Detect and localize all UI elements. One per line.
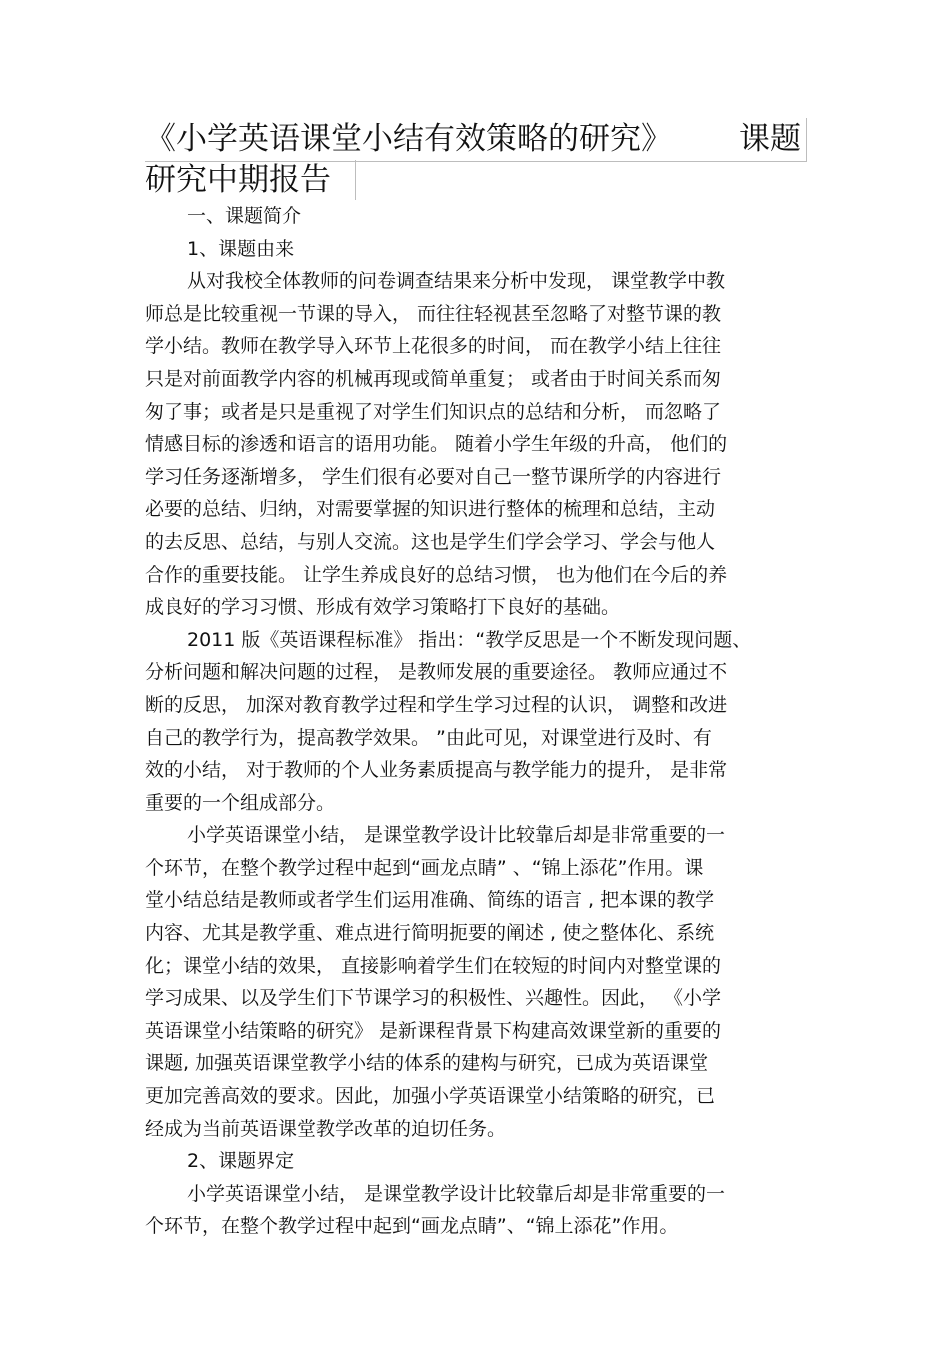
paragraph-line: 学习成果、以及学生们下节课学习的积极性、兴趣性。因此， 《小学: [145, 987, 722, 1010]
paragraph-line: 情感目标的渗透和语言的语用功能。 随着小学生年级的升高， 他们的: [145, 433, 728, 456]
paragraph-line: 小学英语课堂小结， 是课堂教学设计比较靠后却是非常重要的一: [187, 1182, 726, 1205]
paragraph-4: [145, 1178, 805, 1243]
title-line-1: [145, 118, 805, 160]
title-suffix-text: 课题: [739, 121, 801, 157]
title-frame-line: [145, 118, 807, 162]
paragraph-line: 课题, 加强英语课堂教学小结的体系的建构与研究，已成为英语课堂: [145, 1052, 709, 1075]
paragraph-line: 堂小结总结是教师或者学生们运用准确、简练的语言 , 把本课的教学: [145, 889, 715, 912]
document-body: [145, 200, 805, 1243]
paragraph-line: 匆了事；或者是只是重视了对学生们知识点的总结和分析， 而忽略了: [145, 400, 722, 423]
paragraph-line: 化；课堂小结的效果， 直接影响着学生们在较短的时间内对整堂课的: [145, 954, 722, 977]
paragraph-line: 英语课堂小结策略的研究》 是新课程背景下构建高效课堂新的重要的: [145, 1019, 722, 1042]
document-title: [145, 118, 805, 200]
paragraph-line: 分析问题和解决问题的过程， 是教师发展的重要途径。 教师应通过不: [145, 661, 728, 684]
paragraph-line: 必要的总结、归纳，对需要掌握的知识进行整体的梳理和总结，主动: [145, 498, 716, 521]
paragraph-line: 成良好的学习习惯、形成有效学习策略打下良好的基础。: [145, 596, 621, 619]
paragraph-line: 自己的教学行为，提高教学效果。 ”由此可见，对课堂进行及时、有: [145, 726, 712, 749]
paragraph-line: 从对我校全体教师的问卷调查结果来分析中发现， 课堂教学中教: [187, 270, 726, 293]
title-main-text: 《小学英语课堂小结有效策略的研究》: [145, 121, 672, 157]
paragraph-line: 经成为当前英语课堂教学改革的迫切任务。: [145, 1117, 507, 1140]
paragraph-line: 断的反思， 加深对教育教学过程和学生学习过程的认识， 调整和改进: [145, 693, 728, 716]
paragraph-3: [145, 819, 805, 1145]
paragraph-line: 更加完善高效的要求。因此，加强小学英语课堂小结策略的研究，已: [145, 1085, 716, 1108]
paragraph-line: 学习任务逐渐增多， 学生们很有必要对自己一整节课所学的内容进行: [145, 465, 722, 488]
subsection-heading: 1、课题由来: [187, 237, 295, 260]
paragraph-line: 效的小结， 对于教师的个人业务素质提高与教学能力的提升， 是非常: [145, 759, 728, 782]
paragraph-line: 合作的重要技能。 让学生养成良好的总结习惯， 也为他们在今后的养: [145, 563, 728, 586]
title-line-2: 研究中期报告: [145, 160, 356, 200]
paragraph-line: 只是对前面教学内容的机械再现或简单重复； 或者由于时间关系而匆: [145, 367, 722, 390]
paragraph-line: 个环节，在整个教学过程中起到“画龙点睛” 、“锦上添花”作用。课: [145, 856, 704, 879]
paragraph-line: 个环节，在整个教学过程中起到“画龙点睛”、“锦上添花”作用。: [145, 1215, 679, 1238]
paragraph-line: 师总是比较重视一节课的导入， 而往往轻视甚至忽略了对整节课的教: [145, 302, 722, 325]
paragraph-line: 2011 版《英语课程标准》 指出：“教学反思是一个不断发现问题、: [187, 628, 752, 651]
paragraph-2: [145, 624, 805, 820]
paragraph-line: 的去反思、总结，与别人交流。这也是学生们学会学习、学会与他人: [145, 530, 716, 553]
paragraph-line: 内容、尤其是教学重、难点进行简明扼要的阐述 , 使之整体化、系统: [145, 922, 715, 945]
section-heading: 一、课题简介: [187, 205, 302, 227]
paragraph-line: 学小结。教师在教学导入环节上花很多的时间， 而在教学小结上往往: [145, 335, 722, 358]
paragraph-line: 小学英语课堂小结， 是课堂教学设计比较靠后却是非常重要的一: [187, 824, 726, 847]
paragraph-1: [145, 265, 805, 624]
paragraph-line: 重要的一个组成部分。: [145, 791, 336, 814]
subsection-heading: 2、课题界定: [187, 1150, 295, 1173]
